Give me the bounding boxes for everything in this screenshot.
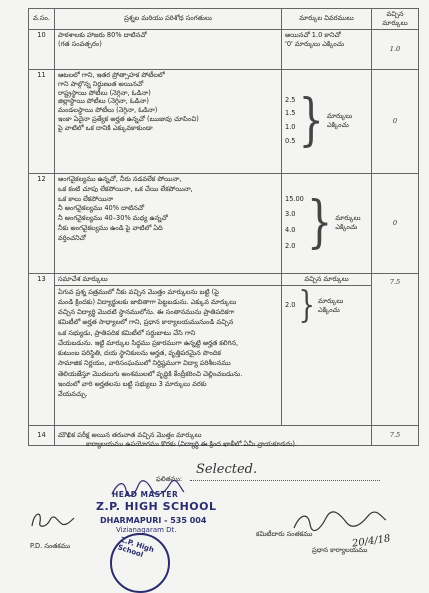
stamp-line: Vizianagaram Dt. bbox=[116, 526, 177, 534]
stamp-line: HEAD MASTER bbox=[112, 490, 179, 499]
marks-obtained-value: 7.5 bbox=[372, 425, 419, 445]
marks-value: 1.5 bbox=[285, 109, 296, 118]
marks-value: 15.00 bbox=[285, 194, 304, 203]
marks-line: అయినచో 1.0 కానిచో bbox=[285, 30, 341, 39]
marks-value: 2.0 bbox=[285, 301, 296, 310]
row-marks-details bbox=[282, 29, 372, 69]
school-seal-icon bbox=[110, 533, 170, 593]
brace-label-line: మార్కులు bbox=[326, 112, 353, 121]
marks-values bbox=[285, 301, 296, 310]
brace-icon: } bbox=[306, 191, 333, 256]
brace-label-line: ఎక్కించు bbox=[335, 223, 358, 232]
row-number: 13 bbox=[29, 273, 55, 425]
marks-obtained-value: 7.5 bbox=[372, 273, 419, 425]
marks-value: 3.0 bbox=[285, 210, 296, 219]
marks-brace-group bbox=[285, 89, 368, 154]
desc-line: నీ అంగవైకల్యము 40% దాటినచో bbox=[58, 204, 145, 213]
row-number: 12 bbox=[29, 173, 55, 273]
marks-brace-group bbox=[285, 285, 368, 327]
marks-values bbox=[285, 192, 304, 255]
marks-line: '0' మార్కులు ఎక్కించు bbox=[285, 39, 345, 48]
pd-signature-label: P.D. సంతకము bbox=[30, 542, 71, 550]
header-description: ప్రశ్నల మరియు పరిశోధ సంగతులు bbox=[55, 9, 282, 30]
desc-line: కుటుంబ పరిస్థితి, దయ స్థానికులను అర్హత, వృత్తిపరమైన పొందిక bbox=[58, 349, 221, 358]
row-marks-details bbox=[282, 173, 372, 273]
committee-signature-label: కమిటీదారు సంతకము bbox=[256, 530, 313, 538]
table-row bbox=[29, 69, 419, 173]
desc-line: వేయవచ్చు. bbox=[58, 389, 88, 398]
desc-line: మండలస్థాయి పోటీలు (నెగ్గినా, ఓడినా) bbox=[58, 106, 158, 115]
brace-label bbox=[318, 297, 343, 315]
desc-line: అంగవైకల్యము ఉన్నచో, నీరు నడవలేక పోయినా, bbox=[58, 174, 182, 183]
desc-line: ఏగువ ప్రశ్న పత్రములో నీకు వచ్చిన మొత్తం మార్కులను బట్టి (పై bbox=[58, 287, 219, 296]
row-number: 11 bbox=[29, 69, 55, 173]
table-row bbox=[29, 29, 419, 69]
desc-line: ఆటలలో గాని, ఇతర ప్రోత్సాహక పోటీలలో bbox=[58, 70, 165, 79]
desc-line: వర్తించనిచో bbox=[58, 234, 86, 243]
desc-line: గాని పాల్గొన్న నిర్ధుణుత అయినచో bbox=[58, 79, 144, 88]
desc-line: నీకు అంగవైకల్యము ఉండి పై వాటిలో ఏది bbox=[58, 224, 163, 233]
desc-line: కమిటీలో అర్హత సాధ్యాలలో గాని, ప్రధాన కార్యాలయమునుండి వచ్చిన bbox=[58, 318, 234, 327]
desc-line: పై వాటిలో ఒక దానికి ఎక్కువకాకుండా bbox=[58, 124, 153, 133]
signature-date: 20/4/18 bbox=[351, 533, 392, 550]
header-marks-details: మార్కుల వివరములు bbox=[282, 9, 372, 30]
head-office-label: ప్రధాన కార్యాలయము bbox=[312, 546, 368, 554]
marks-obtained-value: 0 bbox=[372, 69, 419, 173]
marks-table bbox=[28, 8, 419, 446]
desc-line: వచ్చిన విద్యార్థి మొదటి స్థానములోను. ఈ సంతానమును ప్రాతిపదికగా bbox=[58, 308, 235, 317]
row-description bbox=[55, 173, 282, 273]
stamp-line: DHARMAPURI - 535 004 bbox=[100, 516, 207, 525]
result-label: ఫలితము: bbox=[156, 475, 183, 483]
marks-value: 4.0 bbox=[285, 226, 296, 235]
marks-value: 2.0 bbox=[285, 242, 296, 251]
marks-values bbox=[285, 94, 296, 149]
desc-line: పాఠశాలకు హాజరు 80% దాటినచో bbox=[58, 30, 147, 39]
marks-value: 0.5 bbox=[285, 137, 296, 146]
row-description bbox=[55, 69, 282, 173]
desc-line: చేయబడును. ఇట్టి మార్కుల సిద్ధము ప్రకారముగా ఉన్నట్టి అర్హత కలిగిన, bbox=[58, 338, 239, 347]
row-marks-details bbox=[282, 285, 372, 425]
headmaster-stamp bbox=[82, 488, 232, 536]
result-underline bbox=[190, 480, 380, 481]
desc-line: ఇంకా ఏదైనా ప్రత్యేక అర్హత ఉన్నచో (ఋజువు చూపించి) bbox=[58, 115, 199, 124]
result-value: Selected. bbox=[196, 462, 258, 477]
header-marks-obtained: వచ్చిన మార్కులు bbox=[372, 9, 419, 30]
brace-label-line: ఎక్కించు bbox=[326, 121, 349, 130]
table-row bbox=[29, 173, 419, 273]
row-title: సమాచేశ మార్కులు bbox=[55, 273, 282, 285]
marks-value: 1.0 bbox=[285, 123, 296, 132]
row-description bbox=[55, 285, 282, 425]
marks-value: 2.5 bbox=[285, 95, 296, 104]
marks-subheader: వచ్చిన మార్కులు bbox=[282, 273, 372, 285]
row-description: మౌఖిక పరీక్ష అయిన తరువాత వచ్చిన మొత్తం మార్కులు bbox=[55, 425, 372, 445]
desc-line: నీ అంగవైకల్యము 40–30% మధ్య ఉన్నచో bbox=[58, 214, 168, 223]
brace-label bbox=[327, 112, 352, 130]
pd-signature-icon bbox=[28, 508, 78, 532]
office-use-note: కార్యాలయము ఉపయోగము కొరకు (విద్యార్థి ఈ క్రింద ఖాళీలో ఏమీ వ్రాయకూడదు). bbox=[86, 440, 298, 448]
marks-obtained-value: 1.0 bbox=[372, 29, 419, 69]
brace-label-line: మార్కులు bbox=[335, 214, 361, 223]
brace-label bbox=[335, 214, 360, 232]
row-description bbox=[55, 29, 282, 69]
desc-line: (గత సంవత్సరం) bbox=[58, 39, 102, 48]
desc-line: సామాజిక నిర్ణయం, వారిసంఘములో నిర్దిష్టముగా విద్యా పరిశీలనము bbox=[58, 359, 231, 368]
brace-icon: } bbox=[298, 89, 324, 154]
desc-line: జిల్లాస్థాయి పోటీలు (నెగ్గినా, ఓడినా) bbox=[58, 97, 149, 106]
stamp-line: Z.P. HIGH SCHOOL bbox=[96, 500, 217, 513]
row-marks-details bbox=[282, 69, 372, 173]
desc-line: మండి క్రిందకు) విద్యార్థులకు జాబితాగా పెట్టబడును. ఎక్కువ మార్కులు bbox=[58, 298, 237, 306]
desc-line: తెలియజేస్తూ మొదలుగు అంశములలో వృద్ధికి కేంద్రీకరించి చెల్లించబడును. bbox=[58, 369, 243, 378]
desc-line: రాష్ట్రస్థాయి పోటీలు (నెగ్గినా, ఓడినా) bbox=[58, 88, 151, 97]
desc-line: ఒక కంటి చూపు లేకపోయినా, ఒక చేయి లేకపోయినా, bbox=[58, 184, 193, 193]
desc-line: ఒక కాలు లేకపోయినా bbox=[58, 194, 114, 203]
brace-label-line: ఎక్కించు bbox=[318, 305, 340, 314]
row-number: 14 bbox=[29, 425, 55, 445]
seal-text: Z.P. High School bbox=[116, 535, 155, 559]
desc-line: ఒక సభ్యుడు, ప్రాతిపదిక కమిటీలో సర్దుబాటు చేసి గాని bbox=[58, 328, 196, 337]
header-serial: వ.సం. bbox=[29, 9, 55, 30]
marks-obtained-value: 0 bbox=[372, 173, 419, 273]
table-row bbox=[29, 273, 419, 285]
brace-label-line: మార్కులు bbox=[318, 296, 344, 305]
desc-line: ఇందులో వారి అర్హతలను బట్టి సభ్యులు 3 మార్కులు వరకు bbox=[58, 379, 207, 388]
row-number: 10 bbox=[29, 29, 55, 69]
brace-icon: } bbox=[298, 285, 316, 327]
table-header-row bbox=[29, 9, 419, 30]
marks-brace-group bbox=[285, 192, 368, 255]
table-row bbox=[29, 285, 419, 425]
